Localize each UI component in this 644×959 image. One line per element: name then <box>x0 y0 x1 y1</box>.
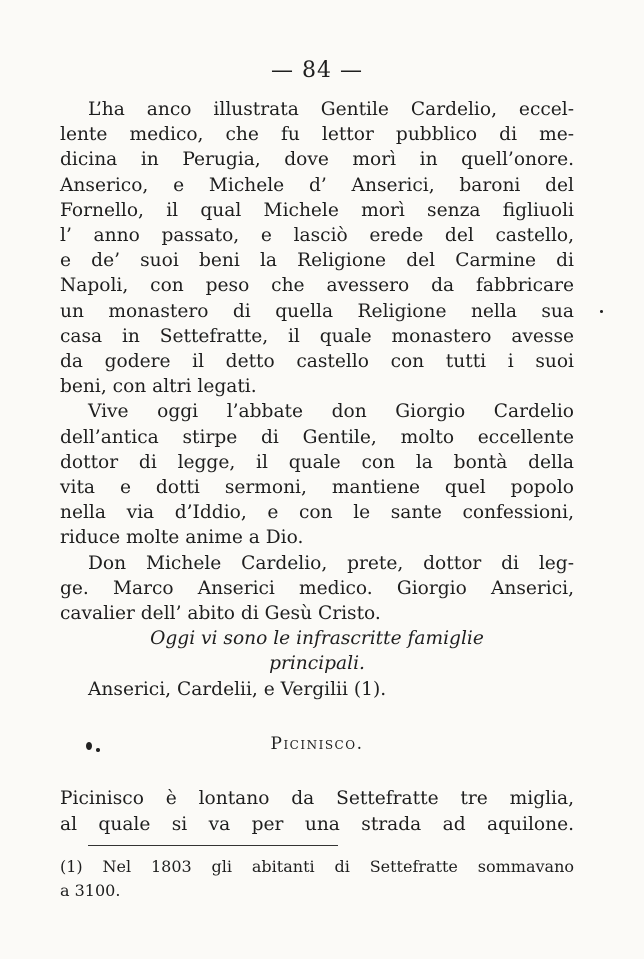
text-line: Don Michele Cardelio, prete, dottor di leg- <box>88 552 574 574</box>
text-line: e de’ suoi beni la Religione del Carmine di <box>60 250 574 272</box>
text-line: da godere il detto castello con tutti i suoi <box>60 351 574 373</box>
text-line: riduce molte anime a Dio. <box>60 527 304 549</box>
text-line: Anserico, e Michele d’ Anserici, baroni del <box>60 174 574 196</box>
text-line: Vive oggi l’abbate don Giorgio Cardelio <box>88 401 574 423</box>
ink-speck <box>86 742 92 750</box>
ink-speck <box>600 310 603 313</box>
families-line: Anserici, Cardelii, e Vergilii (1). <box>88 678 387 700</box>
text-line: dicina in Perugia, dove morì in quell’onore. <box>60 149 574 171</box>
text-line: un monastero di quella Religione nella sua <box>60 300 574 322</box>
page-number: — 84 — <box>271 58 363 83</box>
text-line: dottor di legge, il quale con la bontà della <box>60 451 574 473</box>
text-line: dell’antica stirpe di Gentile, molto eccellente <box>60 426 574 448</box>
text-line: Napoli, con peso che avessero da fabbricare <box>60 275 574 297</box>
text-line: l’ anno passato, e lasciò erede del castello, <box>60 225 574 247</box>
text-line: Picinisco è lontano da Settefratte tre miglia, <box>60 788 574 809</box>
main-text <box>60 97 574 702</box>
text-line: cavalier dell’ abito di Gesù Cristo. <box>60 603 381 625</box>
section-text <box>60 786 574 838</box>
footnote-line: (1) Nel 1803 gli abitanti di Settefratte sommavano <box>60 857 574 876</box>
footnote <box>60 855 574 903</box>
italic-heading-line: principali. <box>269 653 365 675</box>
section-heading: Picinisco. <box>270 734 364 754</box>
text-line: Fornello, il qual Michele morì senza figliuoli <box>60 199 574 221</box>
text-line: nella via d’Iddio, e con le sante confessioni, <box>60 502 574 524</box>
text-line: al quale si va per una strada ad aquilone. <box>60 814 574 835</box>
text-line: lente medico, che fu lettor pubblico di me- <box>60 124 574 146</box>
footnote-line: a 3100. <box>60 881 121 900</box>
text-line: casa in Settefratte, il quale monastero avesse <box>60 325 574 347</box>
text-line: L’ha anco illustrata Gentile Cardelio, eccel- <box>88 99 574 120</box>
text-line: ge. Marco Anserici medico. Giorgio Anserici, <box>60 577 574 599</box>
text-line: vita e dotti sermoni, mantiene quel popolo <box>60 477 574 499</box>
footnote-rule <box>88 845 338 846</box>
italic-heading-line: Oggi vi sono le infrascritte famiglie <box>150 628 484 650</box>
ink-speck <box>96 748 100 752</box>
text-line: beni, con altri legati. <box>60 376 257 398</box>
